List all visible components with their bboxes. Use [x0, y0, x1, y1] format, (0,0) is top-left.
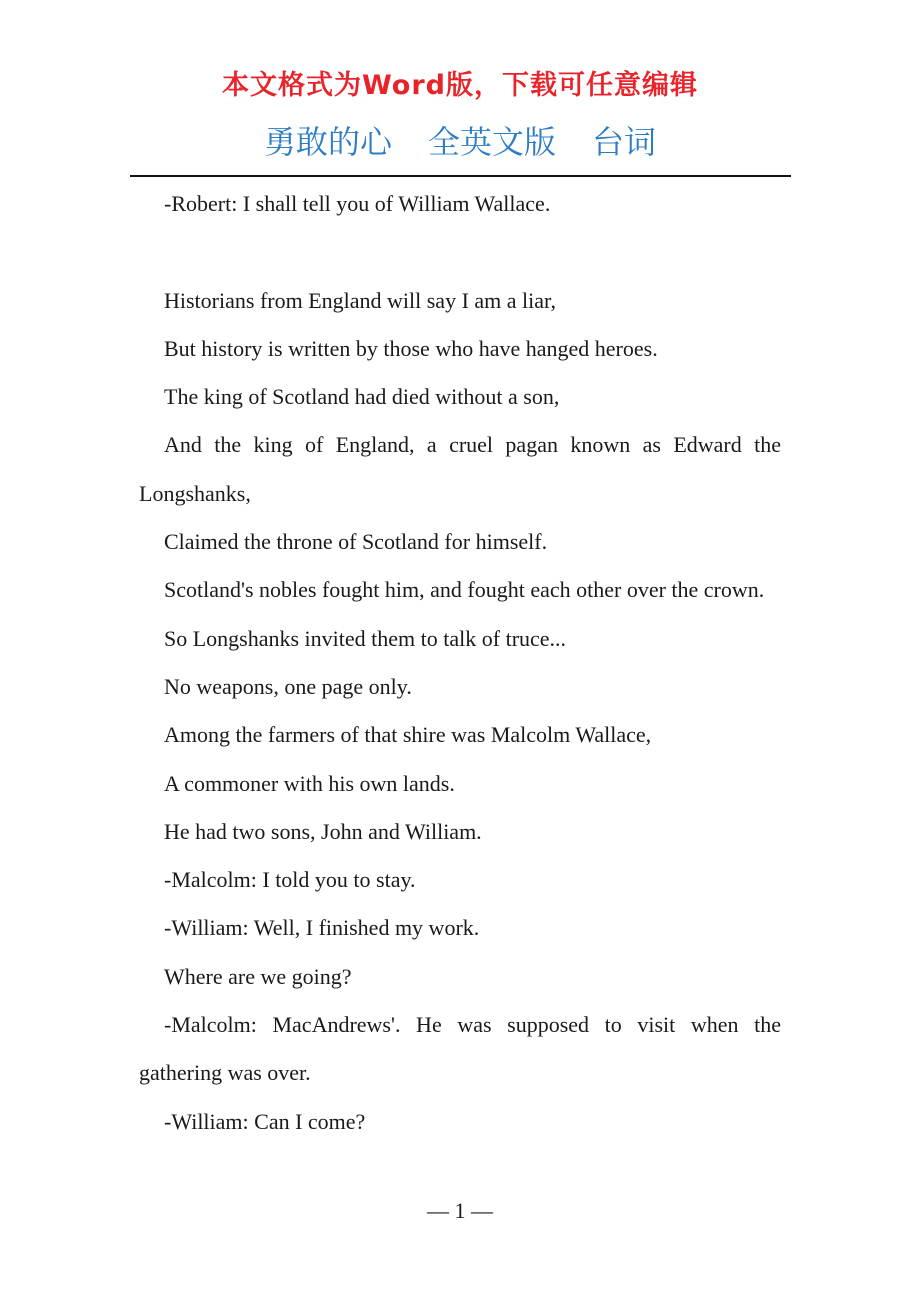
format-banner: 本文格式为Word版，下载可任意编辑 [221, 70, 698, 101]
script-line: Where are we going? [164, 963, 352, 989]
script-line: Claimed the throne of Scotland for himself. [164, 529, 548, 555]
title-part-lines: 台词 [592, 123, 657, 161]
script-line: The king of Scotland had died without a son, [164, 384, 560, 410]
page-number: — 1 — [427, 1198, 493, 1223]
script-line: Among the farmers of that shire was Malcolm Wallace, [164, 722, 652, 748]
script-body [139, 180, 781, 1146]
script-line: A commoner with his own lands. [164, 770, 455, 796]
script-line: Historians from England will say I am a liar, [164, 287, 556, 313]
script-line: -Robert: I shall tell you of William Wallace. [164, 191, 551, 216]
blank-line [139, 228, 781, 276]
title-part-movie: 勇敢的心 [263, 123, 392, 161]
script-line: He had two sons, John and William. [164, 818, 482, 844]
header-divider [130, 175, 791, 177]
script-line: -William: Can I come? [164, 1108, 366, 1134]
script-line: -Malcolm: I told you to stay. [164, 867, 416, 893]
script-line: So Longshanks invited them to talk of truce... [164, 625, 567, 651]
title-part-edition: 全英文版 [427, 123, 556, 161]
script-line: -William: Well, I finished my work. [164, 915, 480, 941]
script-line: -Malcolm: MacAndrews'. He was supposed to visit when the gathering was over. [139, 1012, 781, 1086]
document-title [0, 120, 920, 164]
script-line: But history is written by those who have hanged heroes. [164, 335, 658, 361]
script-line: Scotland's nobles fought him, and fought each other over the crown. [164, 577, 765, 603]
script-line: And the king of England, a cruel pagan known as Edward the Longshanks, [139, 432, 781, 506]
script-line: No weapons, one page only. [164, 673, 412, 699]
